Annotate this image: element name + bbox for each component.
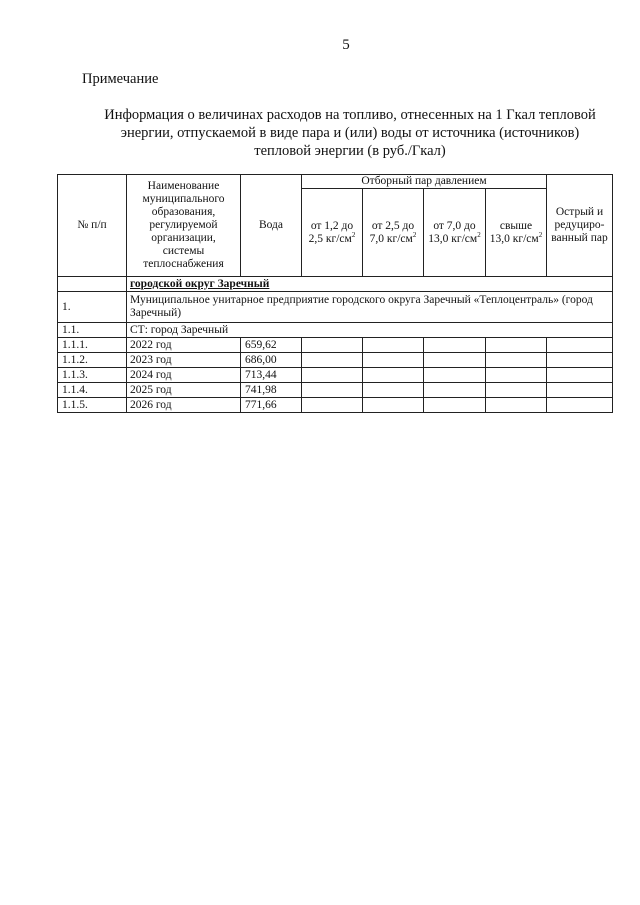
document-title	[70, 106, 630, 160]
system-row	[58, 323, 613, 338]
table-row: 1.1.2. 2023 год 686,00	[58, 353, 613, 368]
title-line-1: Информация о величинах расходов на топливо, отнесенных на 1 Гкал тепловой	[104, 107, 596, 123]
header-steam-group: Отборный пар давлением	[302, 175, 547, 189]
header-steam-4: свыше 13,0 $кг/см^2$	[486, 189, 547, 277]
header-water: Вода	[241, 175, 302, 277]
title-line-2: энергии, отпускаемой в виде пара и (или) воды от источника (источников)	[120, 125, 580, 141]
header-name: Наименование муниципального образования, регулируемой организации, системы теплоснабжения	[127, 175, 241, 277]
note-label: Примечание	[82, 71, 159, 87]
system-num: 1.1.	[58, 323, 127, 338]
table-row: 1.1.4. 2025 год 741,98	[58, 383, 613, 398]
page-number: 5	[342, 37, 350, 53]
table-row: 1.1.5. 2026 год 771,66	[58, 398, 613, 413]
header-num: № п/п	[58, 175, 127, 277]
fuel-cost-table	[57, 174, 613, 413]
table-row: 1.1.1. 2022 год 659,62	[58, 338, 613, 353]
header-sharp-steam: Острый и редуциро-ванный пар	[547, 175, 613, 277]
org-name: Муниципальное унитарное предприятие городского округа Заречный «Теплоцентраль» (город Заречный)	[127, 292, 613, 323]
table-row: 1.1.3. 2024 год 713,44	[58, 368, 613, 383]
org-num: 1.	[58, 292, 127, 323]
header-steam-3: от 7,0 до 13,0 $кг/см^2$	[424, 189, 486, 277]
title-line-3: тепловой энергии (в руб./Гкал)	[254, 143, 446, 159]
header-steam-1: от 1,2 до 2,5 $кг/см^2$	[302, 189, 363, 277]
region-name: городской округ Заречный	[127, 277, 613, 292]
organization-row	[58, 292, 613, 323]
region-row	[58, 277, 613, 292]
system-name: СТ: город Заречный	[127, 323, 613, 338]
header-steam-2: от 2,5 до 7,0 $кг/см^2$	[363, 189, 424, 277]
